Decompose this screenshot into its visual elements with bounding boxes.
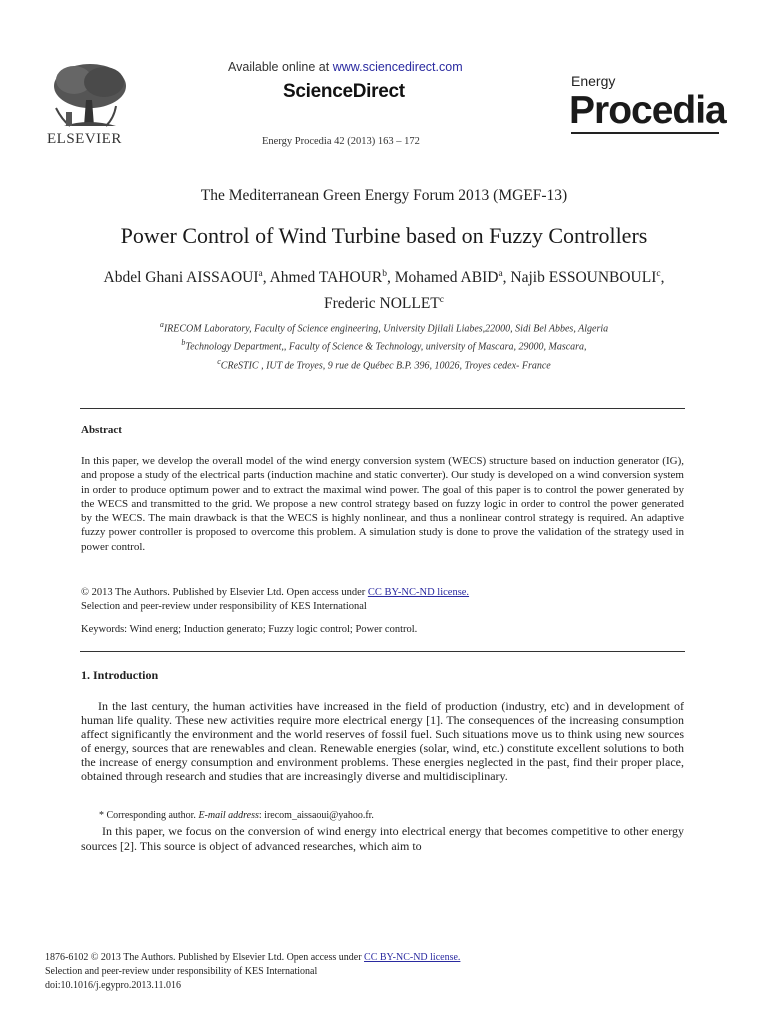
- footer-license-link[interactable]: CC BY-NC-ND license.: [364, 952, 461, 963]
- journal-reference: Energy Procedia 42 (2013) 163 – 172: [262, 136, 420, 147]
- elsevier-wordmark: ELSEVIER: [47, 131, 122, 147]
- doi: doi:10.1016/j.egypro.2013.11.016: [45, 980, 182, 991]
- section-heading-introduction: 1. Introduction: [81, 668, 159, 682]
- introduction-paragraph-1: In the last century, the human activities have increased in the field of production (industry, etc) and in development of human life quality. These new activities require more electrical energy [1]. The consequences of the increasing consumption affect significantly the environment and the world reserves of fossil fuel. Such situations move us to think using new sources of energy, sources that are renewables and clean. Renewable energies (solar, wind, etc.) constitute excellent solutions to both the increase of energy consumption and environment problems. These energies neglected in the past, find their proper place, obtained through research and studies that are increasingly diverse and multidisciplinary.: [81, 699, 684, 783]
- abstract-heading: Abstract: [81, 424, 122, 436]
- affiliation-a: $^a$IRECOM Laboratory, Faculty of Science engineering, University Djilali Liabes,22000, Sidi Bel Abbes, Algeria: [159, 320, 609, 335]
- introduction-paragraph-2: In this paper, we focus on the conversion of wind energy into electrical energy that becomes competitive to other energy sources [2]. This source is object of advanced researches, which aim to: [81, 824, 684, 853]
- abstract-text: In this paper, we develop the overall model of the wind energy conversion system (WECS) structure based on induction generator (IG), and propose a study of the electrical parts (induction machine and static converter). Our study is developed on a wind conversion system in order to produce optimum power and to extract the maximal wind power. The goal of this paper is to control the power generated by the WECS and transmitted to the grid. We propose a new control strategy based on fuzzy logic in order to control the power generated by the WECS. The main drawback is that the WECS is highly nonlinear, and thus a nonlinear control strategy is required. An adaptive fuzzy power controller is proposed to overcome this problem. A simulation study is done to prove the validation of the strategy used in power control.: [81, 455, 684, 553]
- license-link[interactable]: CC BY-NC-ND license.: [367, 587, 470, 598]
- sciencedirect-link[interactable]: www.sciencedirect.com: [332, 60, 463, 74]
- affiliation-b: $^b$Technology Department,, Faculty of Science & Technology, university of Mascara, 29000, Mascara,: [181, 338, 587, 353]
- conference-name: The Mediterranean Green Energy Forum 2013 (MGEF-13): [200, 187, 568, 204]
- corresponding-author-footnote: * Corresponding author. E-mail address: irecom_aissaoui@yahoo.fr.: [99, 810, 374, 821]
- available-online: Available online at www.sciencedirect.com: [228, 60, 463, 74]
- journal-logo-procedia: Procedia: [569, 89, 726, 132]
- affiliation-c: $^c$CReSTIC , IUT de Troyes, 9 rue de Québec B.P. 396, 10026, Troyes cedex- France: [217, 356, 551, 371]
- divider-top: [80, 408, 685, 409]
- journal-logo-energy: Energy: [571, 73, 616, 89]
- affiliations: [100, 318, 668, 373]
- divider-bottom: [80, 651, 685, 652]
- page-footer: 1876-6102 © 2013 The Authors. Published by Elsevier Ltd. Open access under CC BY-NC-ND license. Selection and peer-review under responsibility of KES International doi:10.1016/j.egypro.2013.11.016: [45, 952, 461, 991]
- author-list: Abdel Ghani AISSAOUI$^a$, Ahmed TAHOUR$^b$, Mohamed ABID$^a$, Najib ESSOUNBOULI$^c$, Frederic NOLLET$^c$: [103, 269, 665, 313]
- copyright-notice: © 2013 The Authors. Published by Elsevier Ltd. Open access under CC BY-NC-ND license. Selection and peer-review under responsibility of KES International: [81, 587, 470, 612]
- journal-logo-rule: [571, 132, 719, 134]
- sciencedirect-logo: ScienceDirect: [283, 81, 405, 102]
- paper-title: Power Control of Wind Turbine based on Fuzzy Controllers: [120, 223, 648, 248]
- keywords: Keywords: Wind energ; Induction generato; Fuzzy logic control; Power control.: [81, 624, 418, 635]
